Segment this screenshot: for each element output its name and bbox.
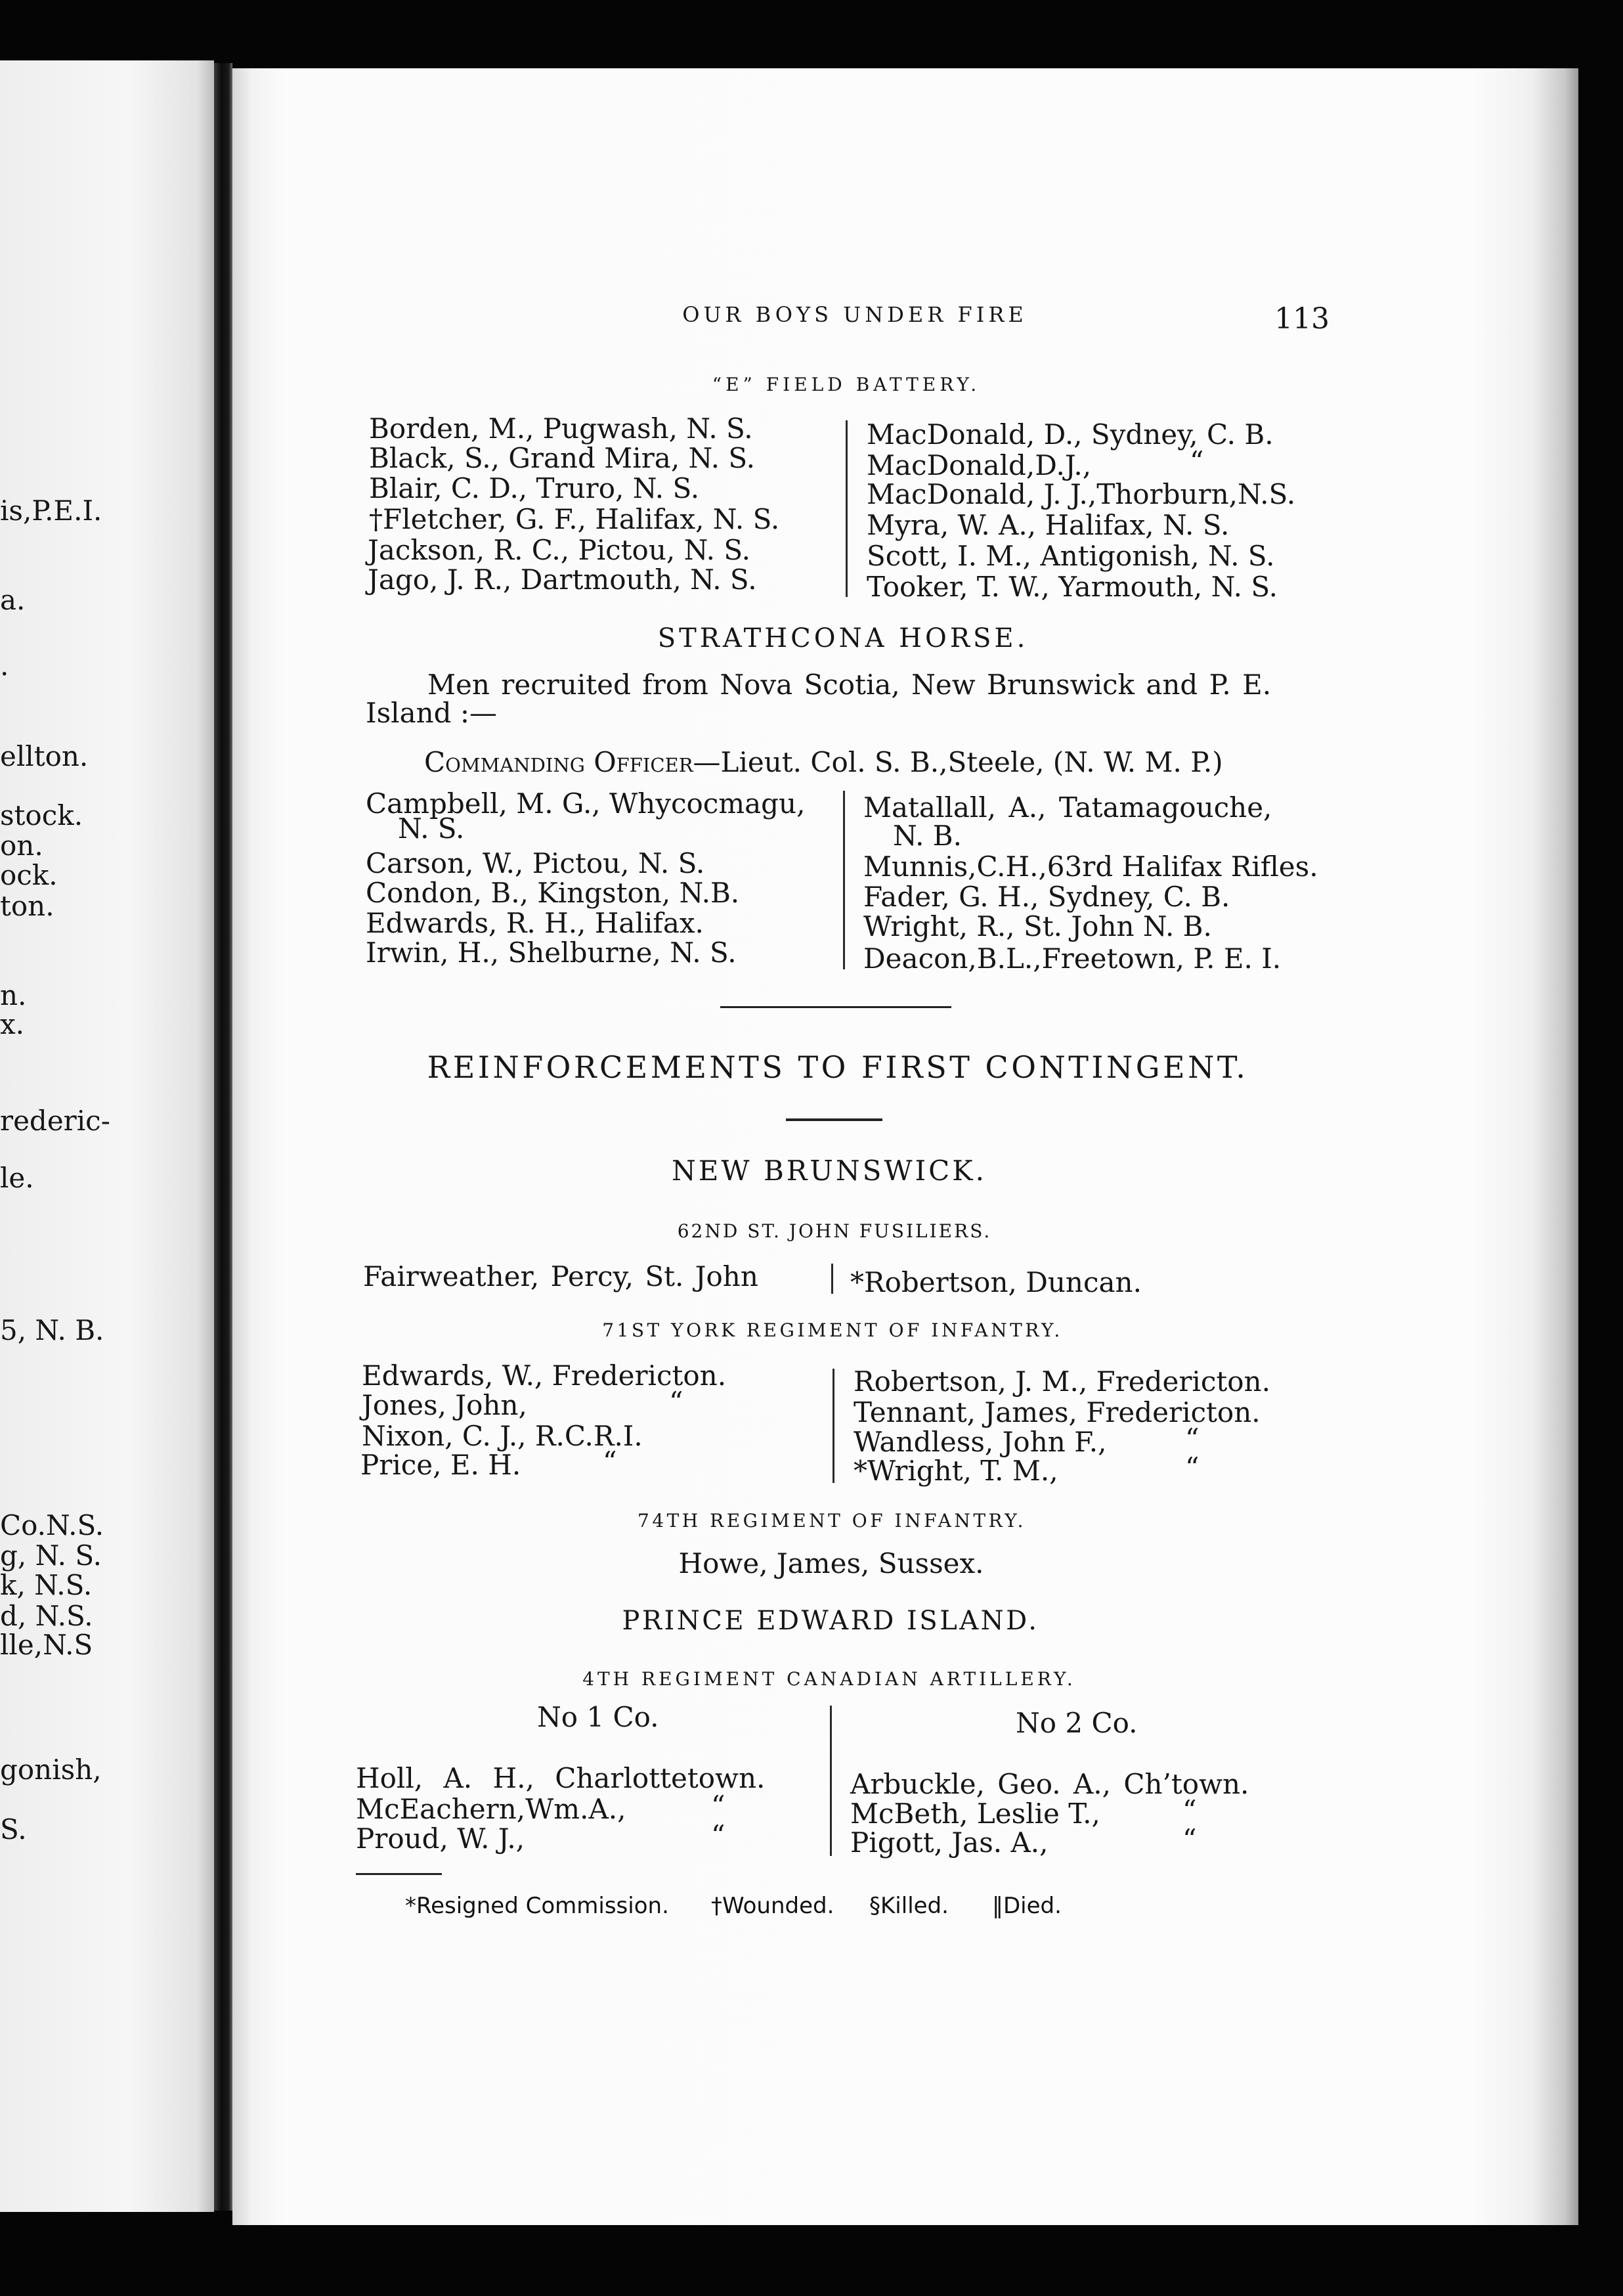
roster-entry: *Wright, T. M., — [854, 1455, 1058, 1487]
regiment-heading: 4TH REGIMENT CANADIAN ARTILLERY. — [582, 1668, 1076, 1690]
left-page-fragment: S. — [0, 1813, 27, 1845]
roster-entry: MacDonald, J. J.,Thorburn,N.S. — [867, 478, 1296, 510]
roster-entry: Robertson, J. M., Fredericton. — [854, 1365, 1270, 1398]
page-number: 113 — [1274, 302, 1330, 336]
column-divider — [833, 1369, 834, 1483]
roster-entry: Black, S., Grand Mira, N. S. — [369, 442, 755, 474]
roster-entry: Myra, W. A., Halifax, N. S. — [867, 509, 1230, 541]
left-page-fragment: x. — [0, 1008, 25, 1040]
province-heading: NEW BRUNSWICK. — [672, 1155, 987, 1187]
left-page-fragment: ton. — [0, 890, 54, 922]
roster-entry: Deacon,B.L.,Freetown, P. E. I. — [863, 942, 1282, 975]
roster-entry: Tennant, James, Fredericton. — [854, 1396, 1261, 1428]
footnote-died: ‖Died. — [992, 1893, 1062, 1919]
left-page-fragment: g, N. S. — [0, 1539, 102, 1572]
left-page-fragment: on. — [0, 829, 43, 862]
section-heading: “E” FIELD BATTERY. — [712, 374, 981, 395]
chapter-title: REINFORCEMENTS TO FIRST CONTINGENT. — [427, 1049, 1249, 1085]
left-page-fragment: . — [0, 650, 9, 682]
ditto-mark: “ — [669, 1386, 683, 1418]
ditto-mark: “ — [1185, 1423, 1200, 1455]
roster-entry: †Fletcher, G. F., Halifax, N. S. — [369, 503, 780, 535]
footnote-killed: §Killed. — [869, 1893, 949, 1919]
commanding-officer-name: —Lieut. Col. S. B.,Steele, (N. W. M. P.) — [693, 746, 1223, 778]
roster-entry: Pigott, Jas. A., — [850, 1826, 1049, 1859]
left-page-fragment: n. — [0, 979, 27, 1011]
regiment-heading: 71ST YORK REGIMENT OF INFANTRY. — [602, 1319, 1063, 1341]
column-divider — [843, 791, 845, 969]
roster-entry: MacDonald,D.J., — [867, 449, 1092, 481]
roster-entry: Edwards, W., Fredericton. — [362, 1359, 727, 1392]
left-page-fragment: ock. — [0, 859, 58, 891]
roster-entry-continuation: N. B. — [893, 820, 962, 852]
roster-entry: McBeth, Leslie T., — [850, 1798, 1100, 1830]
left-page-fragment: 5, N. B. — [0, 1314, 104, 1346]
footnote-rule — [356, 1873, 442, 1875]
left-page-fragment: Co.N.S. — [0, 1509, 104, 1541]
left-page-fragment: ellton. — [0, 740, 89, 772]
roster-entry: Tooker, T. W., Yarmouth, N. S. — [867, 571, 1278, 603]
intro-text: Men recruited from Nova Scotia, New Brunswick and P. E. — [427, 669, 1272, 701]
province-heading: PRINCE EDWARD ISLAND. — [622, 1606, 1039, 1636]
running-title: OUR BOYS UNDER FIRE — [682, 302, 1028, 327]
regiment-heading: 74TH REGIMENT OF INFANTRY. — [638, 1510, 1026, 1532]
roster-entry: Price, E. H. — [360, 1449, 521, 1481]
footnote-resigned: *Resigned Commission. — [405, 1893, 669, 1919]
section-rule — [786, 1118, 882, 1121]
roster-entry: Munnis,C.H.,63rd Halifax Rifles. — [863, 850, 1318, 883]
roster-entry: Wandless, John F., — [854, 1426, 1107, 1458]
roster-entry: MacDonald, D., Sydney, C. B. — [867, 418, 1274, 451]
section-heading: STRATHCONA HORSE. — [657, 623, 1029, 653]
ditto-mark: “ — [1182, 1823, 1197, 1855]
column-divider — [831, 1264, 833, 1294]
ditto-mark: “ — [1185, 1451, 1200, 1484]
column-divider — [846, 420, 848, 597]
left-page-fragment: lle,N.S — [0, 1629, 93, 1661]
roster-entry: Blair, C. D., Truro, N. S. — [369, 472, 700, 504]
roster-entry: Fader, G. H., Sydney, C. B. — [863, 881, 1230, 913]
company-label: No 2 Co. — [1016, 1707, 1138, 1739]
regiment-heading: 62ND ST. JOHN FUSILIERS. — [677, 1220, 992, 1242]
left-page-fragment: a. — [0, 584, 26, 616]
roster-entry: Irwin, H., Shelburne, N. S. — [366, 937, 737, 969]
ditto-mark: “ — [711, 1790, 725, 1822]
roster-entry: Borden, M., Pugwash, N. S. — [369, 412, 753, 445]
roster-entry: Carson, W., Pictou, N. S. — [366, 847, 705, 879]
left-page-fragment: k, N.S. — [0, 1569, 93, 1601]
roster-entry: Jackson, R. C., Pictou, N. S. — [368, 534, 750, 566]
left-page-fragment: stock. — [0, 799, 83, 831]
ditto-mark: “ — [603, 1446, 617, 1478]
roster-entry: McEachern,Wm.A., — [356, 1793, 626, 1825]
commanding-officer-label: Commanding Officer — [424, 746, 693, 778]
roster-entry: Jones, John, — [362, 1389, 527, 1421]
column-divider — [830, 1706, 832, 1856]
roster-entry: Nixon, C. J., R.C.R.I. — [362, 1420, 643, 1452]
roster-entry: Fairweather, Percy, St. John — [363, 1260, 758, 1292]
ditto-mark: “ — [711, 1819, 725, 1851]
roster-entry: Jago, J. R., Dartmouth, N. S. — [368, 563, 757, 596]
roster-entry: Wright, R., St. John N. B. — [863, 910, 1212, 942]
company-label: No 1 Co. — [537, 1701, 659, 1733]
footnote-wounded: †Wounded. — [711, 1893, 834, 1919]
roster-entry: Edwards, R. H., Halifax. — [366, 907, 704, 939]
roster-entry: *Robertson, Duncan. — [850, 1266, 1142, 1298]
roster-entry: Matallall, A., Tatamagouche, — [863, 791, 1272, 824]
roster-entry: Arbuckle, Geo. A., Ch’town. — [850, 1768, 1249, 1800]
roster-entry: Condon, B., Kingston, N.B. — [366, 877, 740, 909]
ditto-mark: “ — [1190, 445, 1204, 477]
ditto-mark: “ — [1182, 1794, 1197, 1826]
left-page-fragment: d, N.S. — [0, 1600, 93, 1632]
roster-entry: Scott, I. M., Antigonish, N. S. — [867, 540, 1275, 572]
left-page-fragment: le. — [0, 1162, 34, 1194]
roster-entry: Proud, W. J., — [356, 1822, 525, 1855]
commanding-officer-line — [424, 747, 1223, 778]
intro-text: Island :— — [366, 697, 498, 729]
roster-entry: Holl, A. H., Charlottetown. — [356, 1762, 766, 1794]
roster-entry-continuation: N. S. — [398, 812, 465, 845]
section-rule — [720, 1006, 951, 1008]
roster-entry: Howe, James, Sussex. — [678, 1547, 984, 1579]
left-page-fragment: gonish, — [0, 1754, 102, 1786]
left-page-fragment: is,P.E.I. — [0, 495, 102, 527]
left-page-fragment: rederic- — [0, 1105, 110, 1137]
roster-entry: Campbell, M. G., Whycocmagu, — [366, 787, 806, 820]
